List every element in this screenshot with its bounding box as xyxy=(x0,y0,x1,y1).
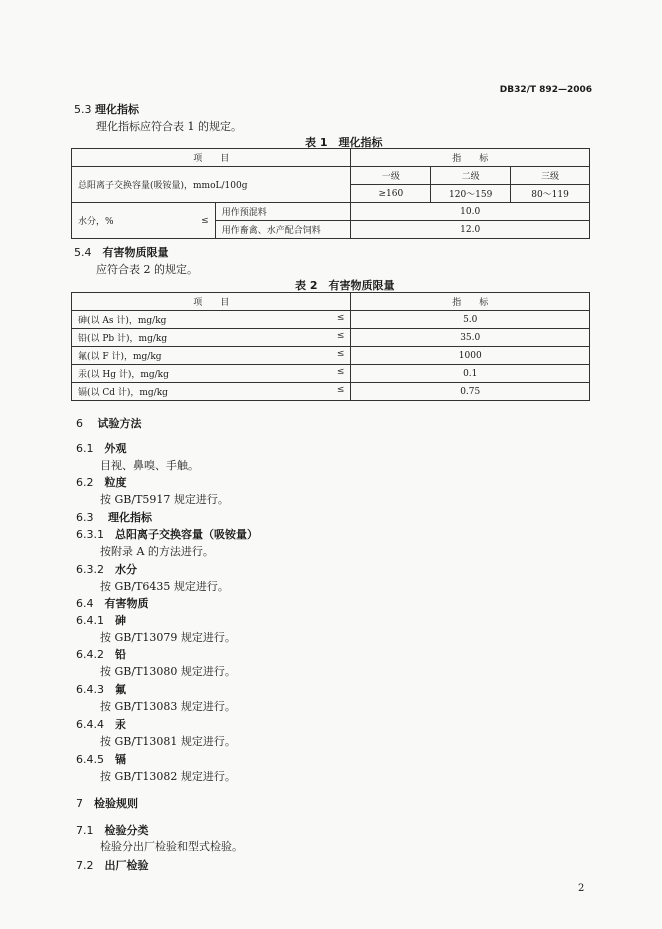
section-heading-6-2 xyxy=(76,474,127,490)
section-number: 7.1 xyxy=(76,824,94,837)
page-number: 2 xyxy=(578,883,585,894)
section-title: 理化指标 xyxy=(108,511,152,524)
section-title: 汞 xyxy=(115,718,126,731)
section-heading-7-1 xyxy=(76,822,149,838)
section-heading-6 xyxy=(76,415,142,431)
arsenic-label-cell xyxy=(72,311,351,329)
section-number: 6.4.1 xyxy=(76,614,104,627)
section-heading-6-3-2 xyxy=(76,561,137,577)
table-1 xyxy=(71,148,590,239)
section-number: 6.4.4 xyxy=(76,718,104,731)
grade-2: 二级 xyxy=(431,167,511,185)
paragraph-6-3-1: 按附录 A 的方法进行。 xyxy=(100,545,214,558)
cadmium-value: 0.75 xyxy=(351,383,590,401)
section-title: 镉 xyxy=(115,753,126,766)
table-row xyxy=(72,329,590,347)
section-number: 6.4.3 xyxy=(76,683,104,696)
section-heading-6-4-3 xyxy=(76,681,126,697)
mercury-label: 汞(以 Hg 计)，mg/kg xyxy=(78,370,169,380)
section-number: 6 xyxy=(76,417,83,430)
table-2-header-item: 项 目 xyxy=(72,293,351,311)
section-number: 6.1 xyxy=(76,442,94,455)
table-1-header-item: 项 目 xyxy=(72,149,351,167)
section-heading-6-3 xyxy=(76,509,152,525)
table-2-caption: 表 2 有害物质限量 xyxy=(295,279,395,292)
cec-value-grade-1: ≥160 xyxy=(351,185,431,203)
section-heading-5-3 xyxy=(74,101,139,117)
lead-value: 35.0 xyxy=(351,329,590,347)
section-heading-7 xyxy=(76,795,138,811)
table-row xyxy=(72,365,590,383)
table-1-header-index: 指 标 xyxy=(351,149,590,167)
section-heading-5-4 xyxy=(74,244,169,260)
section-title: 水分 xyxy=(115,563,137,576)
moisture-value-feed: 12.0 xyxy=(351,221,590,239)
section-heading-6-3-1 xyxy=(76,526,258,542)
le-symbol: ≤ xyxy=(336,313,345,323)
arsenic-value: 5.0 xyxy=(351,311,590,329)
section-number: 5.4 xyxy=(74,246,92,259)
paragraph-6-1: 目视、鼻嗅、手触。 xyxy=(100,459,199,472)
paragraph-6-4-4: 按 GB/T13081 规定进行。 xyxy=(100,735,236,748)
section-title: 有害物质 xyxy=(104,597,149,610)
paragraph-6-4-3: 按 GB/T13083 规定进行。 xyxy=(100,700,236,713)
fluorine-label: 氟(以 F 计)，mg/kg xyxy=(78,352,162,362)
table-1-row-cec-label: 总阳离子交换容量(吸铵量)，mmoL/100g xyxy=(72,167,351,203)
section-title: 检验规则 xyxy=(94,797,138,810)
section-number: 5.3 xyxy=(74,103,92,116)
section-title: 理化指标 xyxy=(95,103,139,116)
section-number: 6.4.5 xyxy=(76,753,104,766)
table-row xyxy=(72,311,590,329)
le-symbol: ≤ xyxy=(336,349,345,359)
moisture-use-feed: 用作畜禽、水产配合饲料 xyxy=(215,221,351,239)
cec-value-grade-3: 80～119 xyxy=(511,185,590,203)
section-heading-6-1 xyxy=(76,440,127,456)
paragraph-6-4-5: 按 GB/T13082 规定进行。 xyxy=(100,770,236,783)
section-title: 总阳离子交换容量（吸铵量） xyxy=(115,528,258,541)
table-row xyxy=(72,383,590,401)
lead-label-cell xyxy=(72,329,351,347)
section-number: 6.3.2 xyxy=(76,563,104,576)
paragraph-5-3: 理化指标应符合表 1 的规定。 xyxy=(96,120,242,133)
section-title: 检验分类 xyxy=(104,824,149,837)
section-heading-6-4-4 xyxy=(76,716,126,732)
grade-1: 一级 xyxy=(351,167,431,185)
section-title: 粒度 xyxy=(104,476,127,489)
section-number: 6.4 xyxy=(76,597,94,610)
cadmium-label: 镉(以 Cd 计)，mg/kg xyxy=(78,388,168,398)
moisture-label: 水分，% xyxy=(78,217,114,227)
paragraph-6-4-2: 按 GB/T13080 规定进行。 xyxy=(100,665,236,678)
section-number: 6.4.2 xyxy=(76,648,104,661)
paragraph-7-1: 检验分出厂检验和型式检验。 xyxy=(100,840,243,853)
table-2 xyxy=(71,292,590,401)
section-title: 试验方法 xyxy=(97,417,142,430)
fluorine-value: 1000 xyxy=(351,347,590,365)
section-number: 6.3.1 xyxy=(76,528,104,541)
section-title: 有害物质限量 xyxy=(102,246,169,259)
cec-value-grade-2: 120～159 xyxy=(431,185,511,203)
arsenic-label: 砷(以 As 计)，mg/kg xyxy=(78,316,167,326)
moisture-use-premix: 用作预混料 xyxy=(215,203,351,221)
paragraph-6-4-1: 按 GB/T13079 规定进行。 xyxy=(100,631,236,644)
section-number: 7.2 xyxy=(76,859,94,872)
document-code: DB32/T 892—2006 xyxy=(499,85,592,95)
section-heading-7-2 xyxy=(76,857,149,873)
section-title: 氟 xyxy=(115,683,126,696)
section-number: 6.2 xyxy=(76,476,94,489)
section-heading-6-4 xyxy=(76,595,149,611)
table-1-caption: 表 1 理化指标 xyxy=(305,136,383,149)
section-title: 砷 xyxy=(115,614,126,627)
section-heading-6-4-2 xyxy=(76,646,126,662)
grade-3: 三级 xyxy=(511,167,590,185)
section-number: 6.3 xyxy=(76,511,94,524)
paragraph-6-3-2: 按 GB/T6435 规定进行。 xyxy=(100,580,229,593)
table-1-row-moisture-label xyxy=(72,203,216,239)
section-title: 铅 xyxy=(115,648,126,661)
section-title: 出厂检验 xyxy=(104,859,149,872)
paragraph-6-2: 按 GB/T5917 规定进行。 xyxy=(100,493,229,506)
paragraph-5-4: 应符合表 2 的规定。 xyxy=(96,263,198,276)
table-2-header-index: 指 标 xyxy=(351,293,590,311)
section-title: 外观 xyxy=(104,442,127,455)
mercury-label-cell xyxy=(72,365,351,383)
mercury-value: 0.1 xyxy=(351,365,590,383)
le-symbol: ≤ xyxy=(336,367,345,377)
cadmium-label-cell xyxy=(72,383,351,401)
le-symbol: ≤ xyxy=(336,385,345,395)
le-symbol: ≤ xyxy=(201,215,209,226)
section-number: 7 xyxy=(76,797,83,810)
lead-label: 铅(以 Pb 计)，mg/kg xyxy=(78,334,168,344)
moisture-value-premix: 10.0 xyxy=(351,203,590,221)
le-symbol: ≤ xyxy=(336,331,345,341)
section-heading-6-4-1 xyxy=(76,612,126,628)
fluorine-label-cell xyxy=(72,347,351,365)
table-row xyxy=(72,347,590,365)
section-heading-6-4-5 xyxy=(76,751,126,767)
